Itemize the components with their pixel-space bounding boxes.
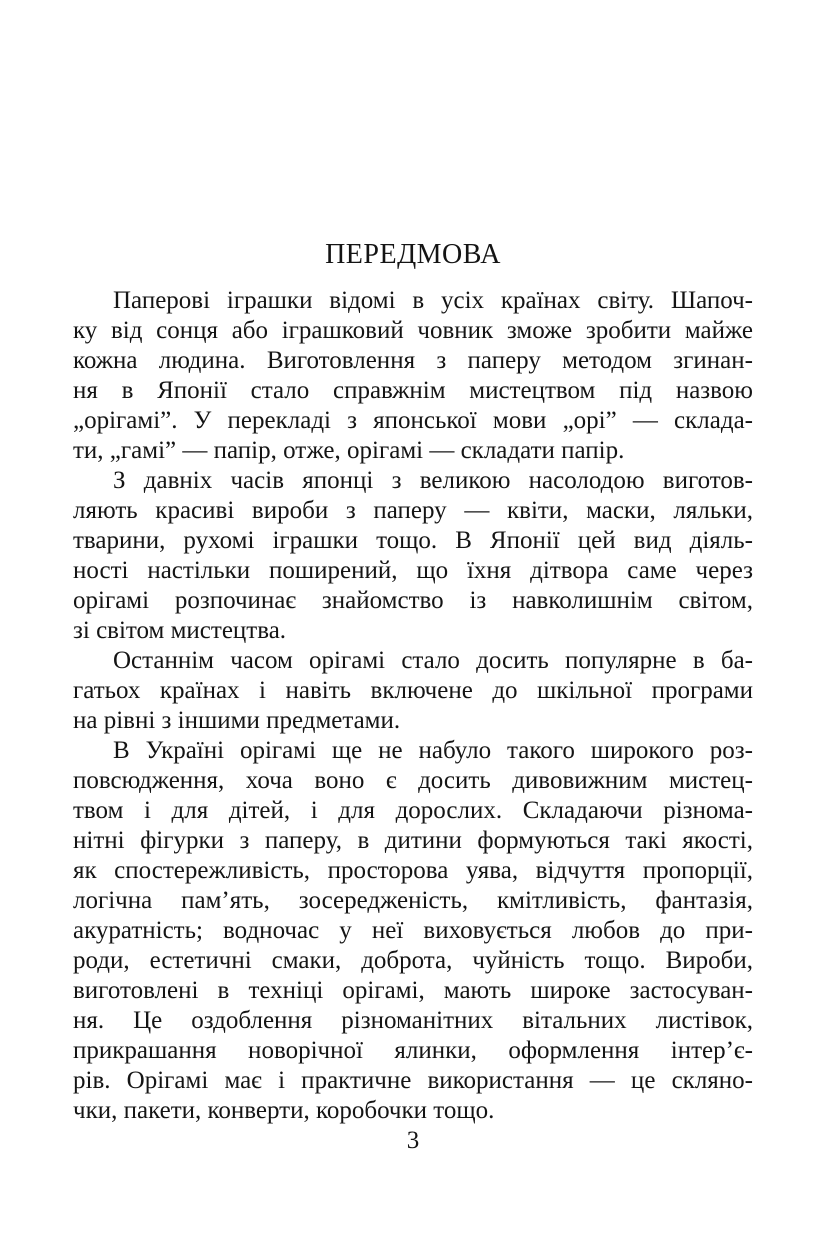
text-line: прикрашання новорічної ялинки, оформлення інтер’є- — [73, 1037, 753, 1064]
text-line: ня в Японії стало справжнім мистецтвом під назвою — [73, 377, 753, 404]
page-title: ПЕРЕДМОВА — [325, 239, 501, 270]
text-line: виготовлені в техніці орігамі, мають широке застосуван- — [73, 977, 753, 1004]
text-line: Останнім часом орігамі стало досить популярне в ба- — [113, 647, 753, 674]
paragraph — [73, 466, 753, 646]
text-line: твом і для дітей, і для дорослих. Складаючи різнома- — [73, 797, 753, 824]
text-line: на рівні з іншими предметами. — [73, 707, 401, 734]
text-line: орігамі розпочинає знайомство із навколишнім світом, — [73, 587, 753, 614]
text-line: повсюдження, хоча воно є досить дивовижним мистец- — [73, 767, 753, 794]
text-line: В Україні орігамі ще не набуло такого широкого роз- — [113, 737, 753, 764]
text-line: рів. Орігамі має і практичне використання — це скляно- — [73, 1067, 753, 1094]
text-line: „орігамі”. У перекладі з японської мови „орі” — склада- — [73, 407, 753, 434]
text-line: ності настільки поширений, що їхня дітвора саме через — [73, 557, 753, 584]
text-line: чки, пакети, конверти, коробочки тощо. — [73, 1097, 495, 1124]
page-number: 3 — [406, 1127, 420, 1154]
text-body — [73, 286, 753, 1126]
paragraph — [73, 736, 753, 1126]
text-line: ку від сонця або іграшковий човник зможе зробити майже — [73, 317, 753, 344]
text-line: як спостережливість, просторова уява, відчуття пропорції, — [73, 857, 753, 884]
paragraph — [73, 646, 753, 736]
text-line: акуратність; водночас у неї виховується любов до при- — [73, 917, 753, 944]
text-line: нітні фігурки з паперу, в дитини формуються такі якості, — [73, 827, 753, 854]
text-line: З давніх часів японці з великою насолодою виготов- — [113, 467, 753, 494]
text-line: Паперові іграшки відомі в усіх країнах світу. Шапоч- — [113, 287, 753, 314]
text-line: логічна пам’ять, зосередженість, кмітливість, фантазія, — [73, 887, 753, 914]
text-line: ляють красиві вироби з паперу — квіти, маски, ляльки, — [73, 497, 753, 524]
text-line: ня. Це оздоблення різноманітних вітальних листівок, — [73, 1007, 753, 1034]
text-line: кожна людина. Виготовлення з паперу методом згинан- — [73, 347, 753, 374]
text-line: зі світом мистецтва. — [73, 617, 287, 644]
text-line: тварини, рухомі іграшки тощо. В Японії цей вид діяль- — [73, 527, 753, 554]
text-line: роди, естетичні смаки, доброта, чуйність тощо. Вироби, — [73, 947, 753, 974]
text-line: гатьох країнах і навіть включене до шкільної програми — [73, 677, 753, 704]
text-line: ти, „гамі” — папір, отже, орігамі — складати папір. — [73, 437, 625, 464]
paragraph — [73, 286, 753, 466]
